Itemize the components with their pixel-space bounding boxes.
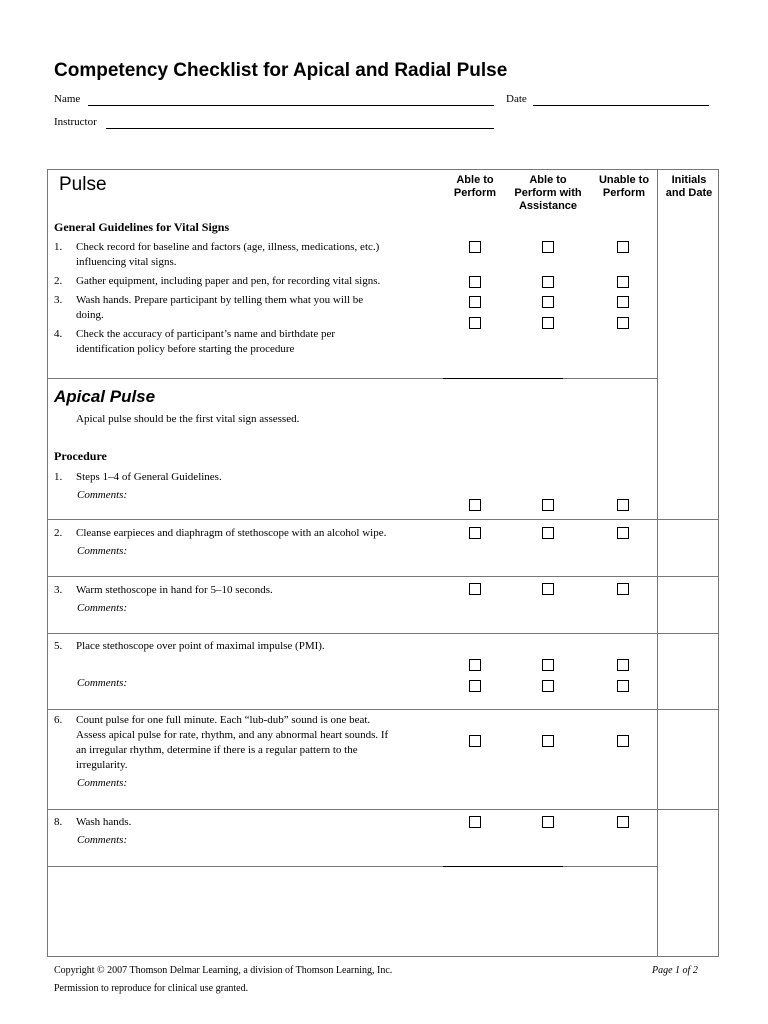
comments-label: Comments:	[77, 834, 128, 846]
procedure-heading: Procedure	[54, 449, 107, 463]
copyright-text: Copyright © 2007 Thomson Delmar Learning, a division of Thomson Learning, Inc.	[54, 965, 393, 976]
permission-text: Permission to reproduce for clinical use granted.	[54, 983, 249, 994]
procedure-step	[54, 583, 444, 599]
guideline-item	[54, 274, 444, 290]
step-text: Warm stethoscope in hand for 5–10 seconds.	[76, 584, 273, 596]
able-checkbox[interactable]	[469, 296, 481, 308]
column-header-initials	[659, 174, 719, 200]
step-text	[76, 713, 388, 773]
step-line: an irregular rhythm, determine if there is a regular pattern to the	[76, 744, 358, 756]
unable-checkbox[interactable]	[617, 499, 629, 511]
column-header-line: Unable to	[598, 174, 650, 186]
item-text	[76, 240, 379, 270]
step-number: 8.	[54, 816, 63, 828]
unable-checkbox[interactable]	[617, 241, 629, 253]
name-field[interactable]	[88, 105, 494, 106]
apical-pulse-title: Apical Pulse	[54, 387, 156, 406]
able-checkbox[interactable]	[469, 816, 481, 828]
assist-checkbox[interactable]	[542, 680, 554, 692]
row-divider	[47, 519, 719, 520]
step-line: Assess apical pulse for rate, rhythm, and any abnormal heart sounds. If	[76, 729, 389, 741]
assist-checkbox[interactable]	[542, 276, 554, 288]
comments-label: Comments:	[77, 777, 128, 789]
comments-label: Comments:	[77, 677, 128, 689]
step-number: 3.	[54, 584, 63, 596]
column-header-line: Initials	[671, 174, 707, 186]
step-number: 2.	[54, 527, 63, 539]
procedure-step	[54, 815, 444, 831]
unable-checkbox[interactable]	[617, 276, 629, 288]
procedure-step	[54, 470, 444, 486]
name-label: Name	[54, 93, 81, 105]
item-text: Gather equipment, including paper and pen, for recording vital signs.	[76, 275, 381, 287]
instructor-label: Instructor	[54, 116, 97, 128]
assist-checkbox[interactable]	[542, 659, 554, 671]
procedure-step	[54, 526, 444, 542]
step-number: 1.	[54, 471, 63, 483]
assist-checkbox[interactable]	[542, 527, 554, 539]
initials-column-divider	[657, 169, 658, 957]
item-line: Wash hands. Prepare participant by telling them what you will be	[76, 294, 364, 306]
item-number: 4.	[54, 328, 63, 340]
column-header-line: and Date	[665, 187, 713, 199]
row-divider	[47, 809, 719, 810]
row-divider	[47, 709, 719, 710]
able-checkbox[interactable]	[469, 659, 481, 671]
assist-checkbox[interactable]	[542, 241, 554, 253]
able-checkbox[interactable]	[469, 317, 481, 329]
step-line: irregularity.	[76, 759, 128, 771]
assist-checkbox[interactable]	[542, 816, 554, 828]
column-header-unable	[592, 174, 656, 200]
procedure-step	[54, 639, 444, 655]
unable-checkbox[interactable]	[617, 680, 629, 692]
step-text: Place stethoscope over point of maximal impulse (PMI).	[76, 640, 325, 652]
unable-checkbox[interactable]	[617, 527, 629, 539]
column-header-line: Perform with	[514, 187, 582, 199]
able-checkbox[interactable]	[469, 583, 481, 595]
guideline-item	[54, 327, 444, 359]
row-divider	[47, 866, 657, 867]
row-divider	[47, 633, 719, 634]
able-checkbox[interactable]	[469, 527, 481, 539]
unable-checkbox[interactable]	[617, 317, 629, 329]
item-number: 1.	[54, 241, 63, 253]
guideline-item	[54, 240, 444, 272]
section-divider	[47, 378, 657, 379]
step-number: 5.	[54, 640, 63, 652]
step-line: Count pulse for one full minute. Each “lub-dub” sound is one beat.	[76, 714, 371, 726]
step-text: Wash hands.	[76, 816, 132, 828]
item-line: influencing vital signs.	[76, 256, 177, 268]
unable-checkbox[interactable]	[617, 296, 629, 308]
row-divider	[47, 576, 719, 577]
step-number: 6.	[54, 714, 63, 726]
item-line: identification policy before starting the procedure	[76, 343, 295, 355]
column-header-able	[445, 174, 505, 200]
able-checkbox[interactable]	[469, 680, 481, 692]
item-text	[76, 293, 363, 323]
item-number: 3.	[54, 294, 63, 306]
able-checkbox[interactable]	[469, 276, 481, 288]
column-header-line: Perform	[602, 187, 646, 199]
item-line: Check record for baseline and factors (age, illness, medications, etc.)	[76, 241, 380, 253]
step-text: Steps 1–4 of General Guidelines.	[76, 471, 222, 483]
unable-checkbox[interactable]	[617, 735, 629, 747]
column-header-assist	[508, 174, 588, 213]
item-line: doing.	[76, 309, 104, 321]
comments-label: Comments:	[77, 545, 128, 557]
able-checkbox[interactable]	[469, 735, 481, 747]
comments-label: Comments:	[77, 489, 128, 501]
column-header-line: Assistance	[518, 200, 578, 212]
item-text	[76, 327, 335, 357]
step-text: Cleanse earpieces and diaphragm of stethoscope with an alcohol wipe.	[76, 527, 387, 539]
able-checkbox[interactable]	[469, 499, 481, 511]
column-header-line: Able to	[529, 174, 567, 186]
page-title: Competency Checklist for Apical and Radial Pulse	[54, 60, 508, 81]
column-header-line: Able to	[456, 174, 494, 186]
column-header-line: Perform	[453, 187, 497, 199]
date-field[interactable]	[533, 105, 709, 106]
assist-checkbox[interactable]	[542, 583, 554, 595]
page-number: Page 1 of 2	[652, 965, 698, 976]
unable-checkbox[interactable]	[617, 816, 629, 828]
unable-checkbox[interactable]	[617, 583, 629, 595]
instructor-field[interactable]	[106, 128, 494, 129]
able-checkbox[interactable]	[469, 241, 481, 253]
assist-checkbox[interactable]	[542, 296, 554, 308]
comments-label: Comments:	[77, 602, 128, 614]
assist-checkbox[interactable]	[542, 499, 554, 511]
assist-checkbox[interactable]	[542, 735, 554, 747]
row-divider-dark	[443, 866, 563, 867]
apical-note: Apical pulse should be the first vital sign assessed.	[76, 413, 300, 425]
pulse-section-title: Pulse	[59, 174, 107, 195]
item-line: Check the accuracy of participant’s name and birthdate per	[76, 328, 335, 340]
general-guidelines-heading: General Guidelines for Vital Signs	[54, 220, 230, 234]
procedure-step	[54, 713, 444, 777]
item-number: 2.	[54, 275, 63, 287]
date-label: Date	[506, 93, 527, 105]
unable-checkbox[interactable]	[617, 659, 629, 671]
guideline-item	[54, 293, 444, 325]
section-divider-dark	[443, 378, 563, 379]
assist-checkbox[interactable]	[542, 317, 554, 329]
